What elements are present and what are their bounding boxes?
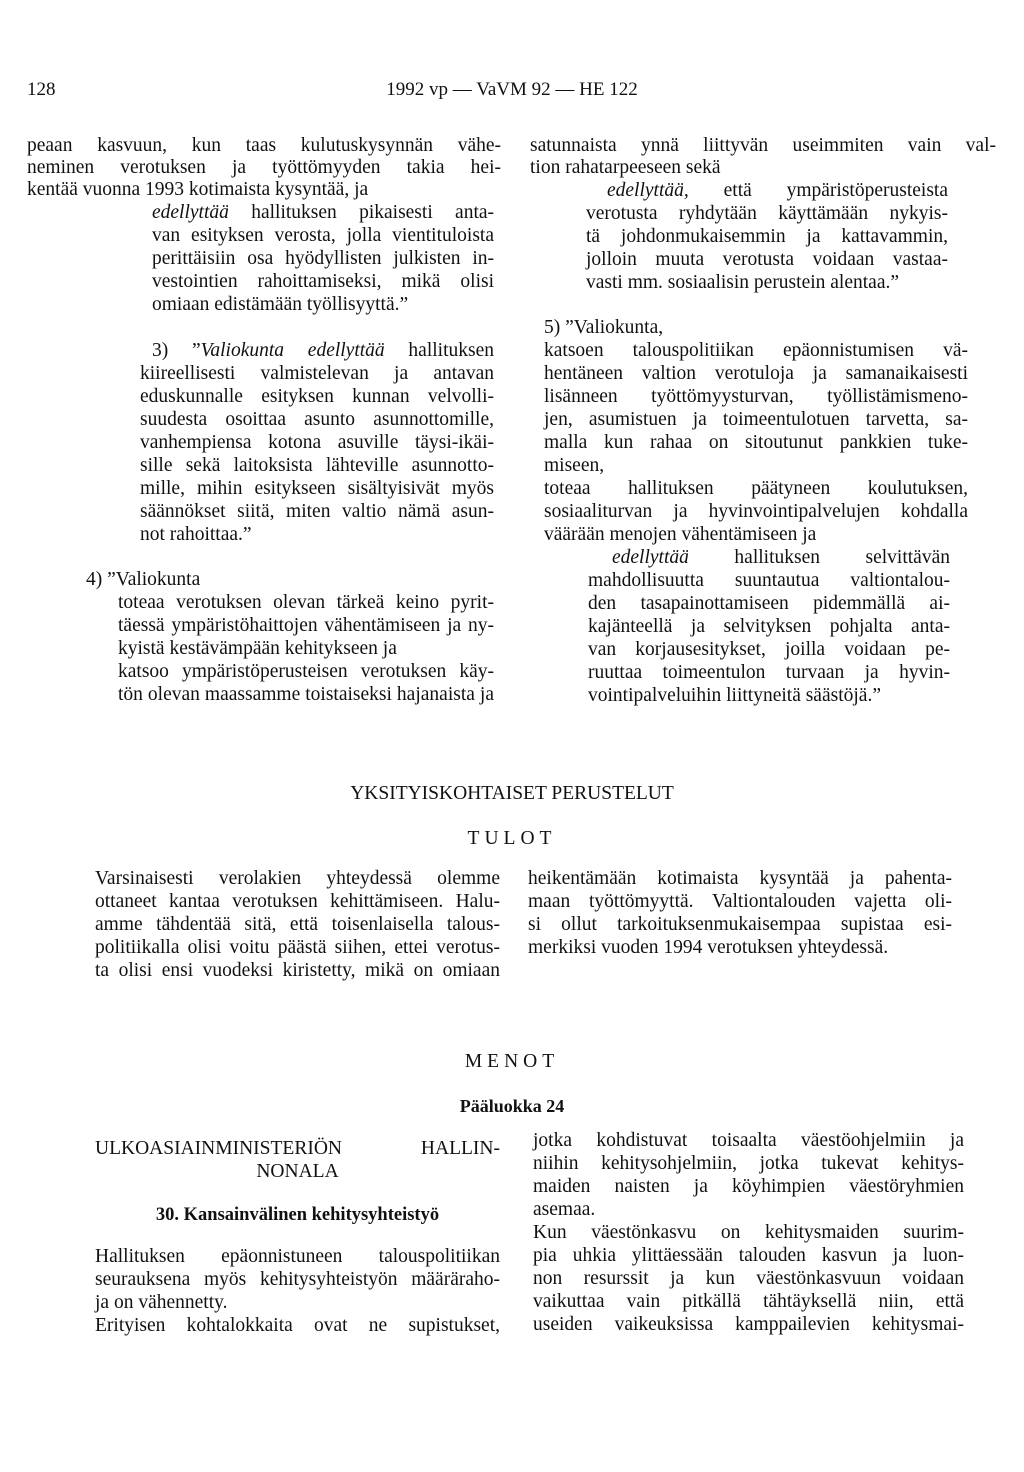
text-line: Kun väestönkasvu on kehitysmaiden suurim- [533,1222,964,1243]
text-line: hentäneen valtion verotuloja ja samanaikaisesti [544,363,968,384]
text-line: edellyttää, että ympäristöperusteista [607,180,948,201]
text-line: vointipalveluihin liittyneitä säästöjä.” [588,685,881,706]
text-line: not rahoittaa.” [140,524,252,545]
text-line: non resurssit ja kun väestönkasvuun voidaan [533,1268,964,1289]
text-line: neminen verotuksen ja työttömyyden takia hei- [27,157,501,178]
text-line: vasti mm. sosiaalisin perustein alentaa.” [586,272,899,293]
item-heading: 30. Kansainvälinen kehitysyhteistyö [155,1205,440,1225]
text-line: pia uhkia ylittäessään talouden kasvun ja luon- [533,1245,964,1266]
text-line: kentää vuonna 1993 kotimaista kysyntää, ja [27,179,369,200]
text-line: säännökset siitä, miten valtio nämä asun- [140,501,494,522]
text-line: ruuttaa toimeentulon turvaan ja hyvin- [588,662,950,683]
text-line: perittäisiin osa hyödyllisten julkisten in- [152,248,494,269]
text-line: verotusta ryhdytään käyttämään nykyis- [586,203,948,224]
main-class-heading: Pääluokka 24 [459,1096,565,1116]
text-line: edellyttää hallituksen pikaisesti anta- [152,202,495,223]
text-line: tion rahatarpeeseen sekä [530,157,721,178]
italic-word: edellyttää, [607,180,689,201]
text-line: tä johdonmukaisemmin ja kattavammin, [586,226,948,247]
text-line: maan työttömyyttä. Valtiontalouden vajetta oli- [528,891,952,912]
text-line: peaan kasvuun, kun taas kulutuskysynnän vähe- [27,135,501,156]
text-line: den tasapainottamiseen pidemmällä ai- [588,593,950,614]
text-line: malla kun rahaa on sitoutunut pankkien tuke- [544,432,968,453]
text-line: suudesta osoittaa asunto asunnottomille, [140,409,494,430]
text-line: täessä ympäristöhaittojen vähentämiseen ja ny- [118,615,494,636]
italic-word: edellyttää [612,547,689,568]
menot-heading: MENOT [464,1051,560,1072]
text-line: seurauksena myös kehitysyhteistyön määräraho- [95,1269,500,1290]
text-line: jolloin muuta verotusta voidaan vastaa- [586,249,948,270]
text-line: van esityksen verosta, jolla vientituloista [152,225,494,246]
text-line: ja on vähennetty. [95,1292,228,1313]
text-line: Hallituksen epäonnistuneen talouspolitiikan [95,1246,500,1267]
text-line: katsoen talouspolitiikan epäonnistumisen vä- [544,340,968,361]
text-line: tön olevan maassamme toistaiseksi hajanaista ja [118,684,494,705]
section-heading: YKSITYISKOHTAISET PERUSTELUT [350,783,674,804]
text-line: katsoo ympäristöperusteisen verotuksen käy- [118,661,494,682]
text-line: merkiksi vuoden 1994 verotuksen yhteydessä. [528,937,889,958]
text-line: si ollut tarkoituksenmukaisempaa supistaa esi- [528,914,952,935]
ministry-heading: ULKOASIAINMINISTERIÖN HALLIN- [95,1138,500,1159]
text-line: kiireellisesti valmistelevan ja antavan [140,363,494,384]
text-line: vaikuttaa vain pitkällä tähtäyksellä niin, että [533,1291,964,1312]
text-line: maiden naisten ja köyhimpien väestöryhmien [533,1176,964,1197]
text-line: jotka kohdistuvat toisaalta väestöohjelmiin ja [533,1130,964,1151]
text-line: niihin kehitysohjelmiin, jotka tukevat kehitys- [533,1153,964,1174]
text-line: vanhempiensa kotona asuville täysi-ikäi- [140,432,494,453]
tulot-heading: TULOT [467,828,557,849]
text-line: useiden vaikeuksissa kamppailevien kehitysmai- [533,1314,964,1335]
text-line: jen, asumistuen ja toimeentulotuen tarvetta, sa- [544,409,968,430]
text-line: ottaneet kantaa verotuksen kehittämiseen. Halu- [95,891,500,912]
text-line: toteaa hallituksen päätyneen koulutuksen, [544,478,968,499]
text-line: vestointien rahoittamiseksi, mikä olisi [152,271,494,292]
text-line: edellyttää hallituksen selvittävän [612,547,950,568]
running-header: 1992 vp — VaVM 92 — HE 122 [386,79,638,100]
text-line: mahdollisuutta suuntautua valtiontalou- [588,570,950,591]
text-line: 4) ”Valiokunta [86,569,201,590]
text-line: 5) ”Valiokunta, [544,317,664,338]
text-line: sille sekä laitoksista lähteville asunnotto- [140,455,494,476]
text-line: van korjausesitykset, joilla voidaan pe- [588,639,950,660]
text-line: politiikalla olisi voitu päästä siihen, ettei verotus- [95,937,500,958]
text-line: kajänteellä ja selvityksen pohjalta anta- [588,616,950,637]
text-line: kyistä kestävämpään kehitykseen ja [118,638,397,659]
page-number: 128 [27,79,56,100]
text-line: heikentämään kotimaista kysyntää ja pahenta- [528,868,952,889]
italic-phrase: Valiokunta edellyttää [200,340,385,361]
text-line: mille, mihin esitykseen sisältyisivät myös [140,478,494,499]
text-line: satunnaista ynnä liittyvän useimmiten vain val- [530,135,996,156]
ministry-heading: NONALA [256,1161,339,1182]
text-line: ta olisi ensi vuodeksi kiristetty, mikä on omiaan [95,960,500,981]
text-line: toteaa verotuksen olevan tärkeä keino pyrit- [118,592,494,613]
text-line: omiaan edistämään työllisyyttä.” [152,294,409,315]
text-line: Erityisen kohtalokkaita ovat ne supistukset, [95,1315,500,1336]
text-line: eduskunnalle esityksen kunnan velvolli- [140,386,494,407]
text-line: asemaa. [533,1199,596,1220]
text-line: sosiaaliturvan ja hyvinvointipalvelujen kohdalla [544,501,968,522]
text-line: amme tähdentää sitä, että toisenlaisella talous- [95,914,500,935]
text-line: miseen, [544,455,605,476]
text-line: 3) ”Valiokunta edellyttää hallituksen [152,340,494,361]
text-line: väärään menojen vähentämiseen ja [544,524,817,545]
text-line: lisänneen työttömyysturvan, työllistämismeno- [544,386,968,407]
italic-word: edellyttää [152,202,229,223]
text-line: Varsinaisesti verolakien yhteydessä olemme [95,868,500,889]
